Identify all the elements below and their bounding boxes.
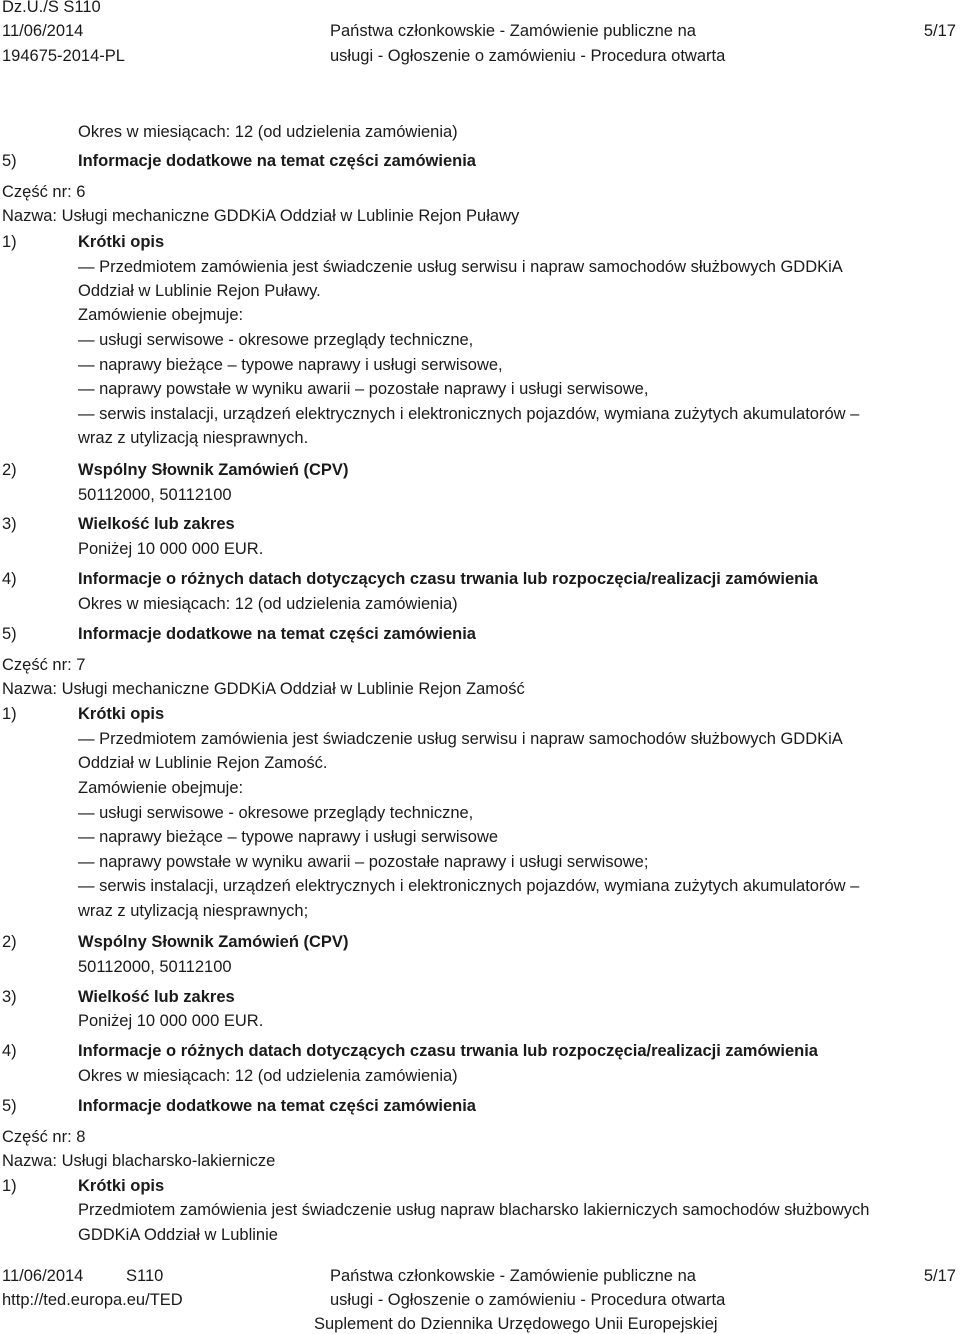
scope-label: Zamówienie obejmuje: [78, 779, 244, 797]
footer-date: 11/06/2014 [2, 1267, 84, 1285]
footer-title-line2: usługi - Ogłoszenie o zamówieniu - Procedura otwarta [330, 1291, 726, 1309]
scope-item: — naprawy powstałe w wyniku awarii – pozostałe naprawy i usługi serwisowe, [78, 380, 649, 398]
section-number: 5) [2, 1097, 17, 1115]
section-number: 3) [2, 988, 17, 1006]
notice-ref: 194675-2014-PL [2, 47, 125, 65]
section-number: 5) [2, 152, 17, 170]
section-heading: Informacje dodatkowe na temat części zamówienia [78, 1097, 476, 1115]
section-heading: Wspólny Słownik Zamówień (CPV) [78, 461, 349, 479]
scope-item: — naprawy powstałe w wyniku awarii – pozostałe naprawy i usługi serwisowe; [78, 853, 649, 871]
description-text: — Przedmiotem zamówienia jest świadczenie usług serwisu i napraw samochodów służbowych GDDKiA [78, 730, 843, 748]
section-heading: Informacje dodatkowe na temat części zamówienia [78, 152, 476, 170]
page-header [0, 0, 960, 72]
description-text: Oddział w Lublinie Rejon Zamość. [78, 754, 328, 772]
section-heading: Informacje dodatkowe na temat części zamówienia [78, 625, 476, 643]
description-text: GDDKiA Oddział w Lublinie [78, 1226, 278, 1244]
section-number: 5) [2, 625, 17, 643]
header-title-line1: Państwa członkowskie - Zamówienie publiczne na [330, 22, 696, 40]
description-text: — Przedmiotem zamówienia jest świadczenie usług serwisu i napraw samochodów służbowych GDDKiA [78, 258, 843, 276]
header-date: 11/06/2014 [2, 22, 84, 40]
section-heading: Krótki opis [78, 1177, 165, 1195]
section-heading: Wspólny Słownik Zamówień (CPV) [78, 933, 349, 951]
section-number: 1) [2, 1177, 17, 1195]
section-heading: Krótki opis [78, 705, 165, 723]
size-value: Poniżej 10 000 000 EUR. [78, 1012, 264, 1030]
section-heading: Informacje o różnych datach dotyczących czasu trwania lub rozpoczęcia/realizacji zamówienia [78, 570, 818, 588]
section-number: 1) [2, 705, 17, 723]
header-page-number: 5/17 [923, 22, 956, 40]
scope-item: wraz z utylizacją niesprawnych; [78, 902, 309, 920]
period-text: Okres w miesiącach: 12 (od udzielenia zamówienia) [78, 595, 458, 613]
journal-ref: Dz.U./S S110 [2, 0, 101, 16]
part-name: Nazwa: Usługi mechaniczne GDDKiA Oddział w Lublinie Rejon Puławy [2, 207, 520, 225]
part-name: Nazwa: Usługi blacharsko-lakiernicze [2, 1152, 276, 1170]
cpv-codes: 50112000, 50112100 [78, 958, 232, 976]
scope-item: — naprawy bieżące – typowe naprawy i usługi serwisowe, [78, 356, 503, 374]
part-label: Część nr: 6 [2, 183, 86, 201]
scope-item: wraz z utylizacją niesprawnych. [78, 429, 309, 447]
scope-item: — naprawy bieżące – typowe naprawy i usługi serwisowe [78, 828, 499, 846]
footer-title-line3: Suplement do Dziennika Urzędowego Unii Europejskiej [314, 1315, 718, 1333]
header-title-line2: usługi - Ogłoszenie o zamówieniu - Procedura otwarta [330, 47, 726, 65]
section-number: 2) [2, 933, 17, 951]
section-number: 3) [2, 515, 17, 533]
description-text: Przedmiotem zamówienia jest świadczenie usług napraw blacharsko lakierniczych samochodów służbowych [78, 1201, 870, 1219]
section-heading: Krótki opis [78, 233, 165, 251]
scope-label: Zamówienie obejmuje: [78, 306, 244, 324]
section-number: 2) [2, 461, 17, 479]
period-text: Okres w miesiącach: 12 (od udzielenia zamówienia) [78, 1067, 458, 1085]
section-heading: Wielkość lub zakres [78, 515, 235, 533]
scope-item: — serwis instalacji, urządzeń elektrycznych i elektronicznych pojazdów, wymiana zużytych akumulatorów – [78, 405, 860, 423]
cpv-codes: 50112000, 50112100 [78, 486, 232, 504]
part-label: Część nr: 8 [2, 1128, 86, 1146]
section-number: 4) [2, 570, 17, 588]
period-text: Okres w miesiącach: 12 (od udzielenia zamówienia) [78, 123, 458, 141]
section-number: 1) [2, 233, 17, 251]
ted-link[interactable]: http://ted.europa.eu/TED [2, 1291, 183, 1309]
part-name: Nazwa: Usługi mechaniczne GDDKiA Oddział w Lublinie Rejon Zamość [2, 680, 525, 698]
size-value: Poniżej 10 000 000 EUR. [78, 540, 264, 558]
scope-item: — usługi serwisowe - okresowe przeglądy techniczne, [78, 331, 474, 349]
scope-item: — usługi serwisowe - okresowe przeglądy techniczne, [78, 804, 474, 822]
section-heading: Informacje o różnych datach dotyczących czasu trwania lub rozpoczęcia/realizacji zamówienia [78, 1042, 818, 1060]
section-number: 4) [2, 1042, 17, 1060]
description-text: Oddział w Lublinie Rejon Puławy. [78, 282, 321, 300]
section-heading: Wielkość lub zakres [78, 988, 235, 1006]
part-label: Część nr: 7 [2, 656, 86, 674]
footer-title-line1: Państwa członkowskie - Zamówienie publiczne na [330, 1267, 696, 1285]
page-footer [0, 1262, 960, 1334]
scope-item: — serwis instalacji, urządzeń elektrycznych i elektronicznych pojazdów, wymiana zużytych akumulatorów – [78, 877, 860, 895]
footer-series: S110 [126, 1267, 164, 1285]
footer-page-number: 5/17 [923, 1267, 956, 1285]
